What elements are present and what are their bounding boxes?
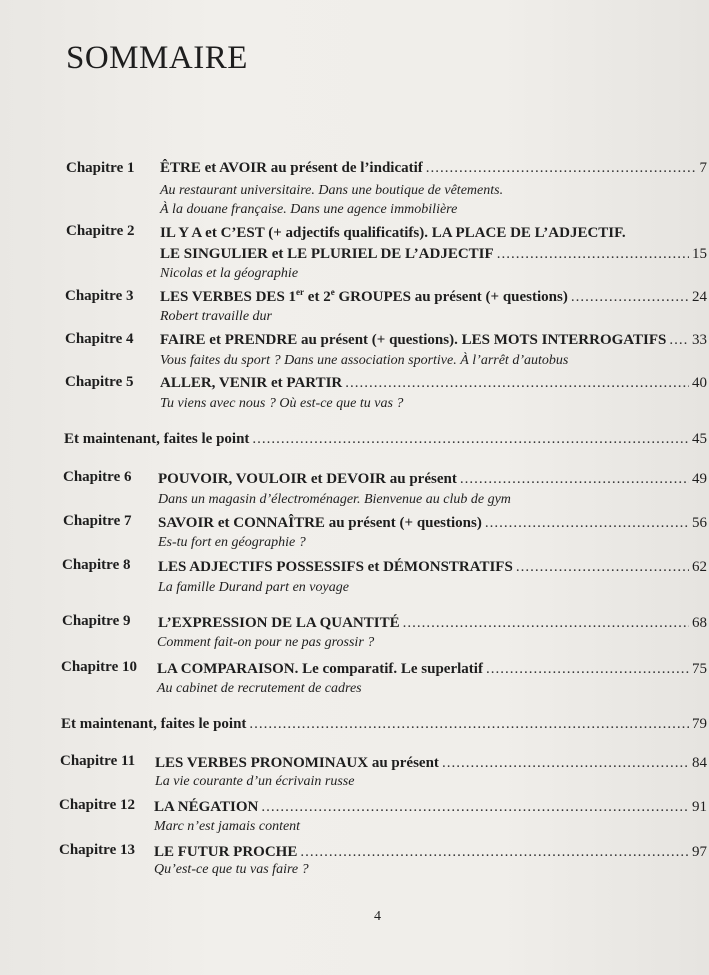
chapter-title: LA NÉGATION [154,799,259,815]
chapter-title: LES VERBES PRONOMINAUX au présent [155,755,439,771]
toc-line [157,661,707,678]
review-section-line [64,431,707,448]
dot-leader [249,716,689,733]
toc-line [158,515,707,532]
page-ref: 49 [692,471,707,487]
chapter-label: Chapitre 6 [63,469,132,485]
dot-leader [261,799,689,816]
page-ref: 79 [692,716,707,732]
chapter-title: POUVOIR, VOULOIR et DEVOIR au présent [158,471,457,487]
dot-leader [300,844,689,861]
chapter-title: LES VERBES DES 1er et 2e GROUPES au présent (+ questions) [160,287,568,305]
dot-leader [669,332,689,349]
toc-line [160,289,707,306]
dot-leader [571,289,689,306]
toc-line [158,471,707,488]
chapter-subtitle: Nicolas et la géographie [160,266,299,281]
dot-leader [442,755,689,772]
page-ref: 24 [692,289,707,305]
chapter-title: ÊTRE et AVOIR au présent de l’indicatif [160,160,423,176]
page-ref: 45 [692,431,707,447]
chapter-label: Chapitre 2 [66,223,135,239]
chapter-subtitle: Tu viens avec nous ? Où est-ce que tu vas ? [160,396,404,411]
chapter-title: SAVOIR et CONNAÎTRE au présent (+ questions) [158,515,482,531]
toc-line [160,332,707,349]
chapter-subtitle: La famille Durand part en voyage [158,580,349,595]
toc-line [154,844,707,861]
page-ref: 91 [692,799,707,815]
page-ref: 56 [692,515,707,531]
page-ref: 97 [692,844,707,860]
chapter-subtitle: À la douane française. Dans une agence immobilière [160,202,458,217]
review-title: Et maintenant, faites le point [61,716,247,732]
page-ref: 40 [692,375,707,391]
toc-line [160,246,707,263]
page-title: SOMMAIRE [66,40,248,76]
page-ref: 15 [692,246,707,262]
chapter-subtitle: Vous faites du sport ? Dans une association sportive. À l’arrêt d’autobus [160,353,569,368]
chapter-label: Chapitre 11 [60,753,136,769]
toc-line [160,375,707,392]
chapter-label: Chapitre 4 [65,331,134,347]
chapter-title: ALLER, VENIR et PARTIR [160,375,343,391]
chapter-label: Chapitre 3 [65,288,134,304]
dot-leader [426,160,697,177]
page-number: 4 [374,909,381,924]
chapter-title: LE FUTUR PROCHE [154,844,298,860]
chapter-subtitle: Comment fait-on pour ne pas grossir ? [157,635,375,650]
chapter-subtitle: Robert travaille dur [160,309,272,324]
page-ref: 75 [692,661,707,677]
dot-leader [403,615,689,632]
chapter-title: FAIRE et PRENDRE au présent (+ questions). LES MOTS INTERROGATIFS [160,332,667,348]
chapter-subtitle: Qu’est-ce que tu vas faire ? [154,862,309,877]
page-ref: 84 [692,755,707,771]
chapter-label: Chapitre 10 [61,659,137,675]
chapter-subtitle: La vie courante d’un écrivain russe [155,774,355,789]
chapter-label: Chapitre 13 [59,842,135,858]
toc-line [160,225,626,242]
chapter-title: LES ADJECTIFS POSSESSIFS et DÉMONSTRATIFS [158,559,513,575]
dot-leader [485,515,689,532]
chapter-subtitle: Dans un magasin d’électroménager. Bienvenue au club de gym [158,492,511,507]
dot-leader [516,559,689,576]
page-ref: 62 [692,559,707,575]
chapter-label: Chapitre 5 [65,374,134,390]
chapter-title: IL Y A et C’EST (+ adjectifs qualificatifs). LA PLACE DE L’ADJECTIF. [160,225,626,241]
chapter-subtitle: Au restaurant universitaire. Dans une boutique de vêtements. [160,183,504,198]
toc-line [155,755,707,772]
chapter-label: Chapitre 9 [62,613,131,629]
review-section-line [61,716,707,733]
dot-leader [486,661,689,678]
dot-leader [460,471,689,488]
dot-leader [345,375,689,392]
toc-line [158,559,707,576]
dot-leader [497,246,689,263]
toc-line [160,160,707,177]
chapter-subtitle: Es-tu fort en géographie ? [158,535,306,550]
chapter-label: Chapitre 12 [59,797,135,813]
chapter-title: LE SINGULIER et LE PLURIEL DE L’ADJECTIF [160,246,494,262]
chapter-subtitle: Au cabinet de recrutement de cadres [157,681,362,696]
chapter-subtitle: Marc n’est jamais content [154,819,301,834]
chapter-label: Chapitre 7 [63,513,132,529]
review-title: Et maintenant, faites le point [64,431,250,447]
page-ref: 7 [699,160,707,176]
chapter-label: Chapitre 8 [62,557,131,573]
toc-line [158,615,707,632]
dot-leader [252,431,689,448]
page-ref: 33 [692,332,707,348]
page-ref: 68 [692,615,707,631]
chapter-title: LA COMPARAISON. Le comparatif. Le superlatif [157,661,483,677]
chapter-label: Chapitre 1 [66,160,135,176]
chapter-title: L’EXPRESSION DE LA QUANTITÉ [158,615,400,631]
toc-line [154,799,707,816]
